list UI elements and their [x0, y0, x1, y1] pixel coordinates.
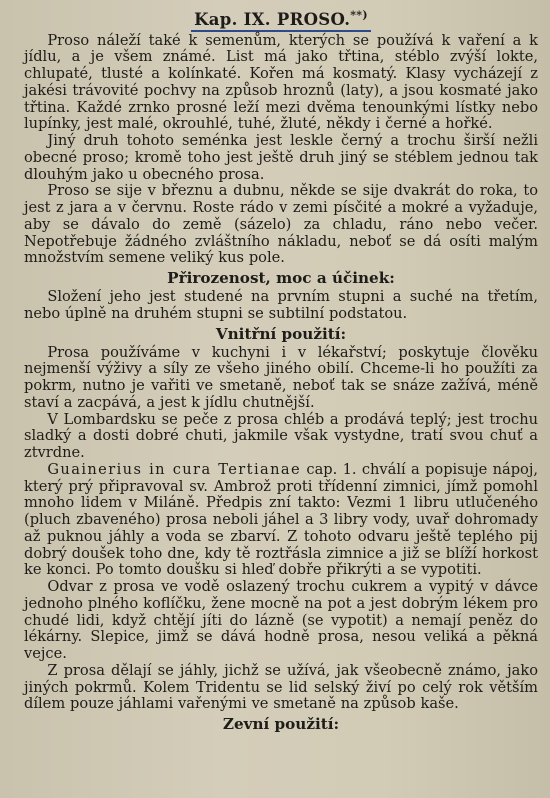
chapter-title	[24, 4, 538, 31]
guainerius-text: cap. 1. chválí a popisuje nápoj, který prý připravoval sv. Ambrož proti třídenní zimnici, jímž pomohl mnoho lidem v Miláně. Předpis zní takto: Vezmi 1 libru utlučeného (pluch zbaveného) prosa neboli jáhel a 3 libry vody, uvař dohromady až puknou jáhly a voda se zbarví. Z tohoto odvaru ještě teplého pij dobrý doušek toho dne, kdy tě roztřásla zimnice a již se blíží horkost ke konci. Po tomto doušku si hleď dobře přikrýti a se vypotiti.	[24, 460, 538, 579]
heading-internal-use: Vnitřní použití:	[215, 324, 347, 343]
heading-external-use: Zevní použití:	[222, 715, 340, 733]
paragraph-decoction: Odvar z prosa ve vodě oslazený trochu cukrem a vypitý v dávce jednoho plného koflíčku, žene mocně na pot a jest dobrým lékem pro chudé lidi, když chtějí jíti do lázně (se vypotit) a nemají peněz do lékárny. Slepice, jimž se dává hodně prosa, nesou veliká a pěkná vejce.	[24, 578, 538, 662]
guainerius-citation: Guainerius in cura Tertianae	[47, 460, 302, 478]
paragraph-kitchen-use: Prosa používáme v kuchyni i v lékařství; poskytuje člověku nejmenší výživy a síly ze všeho jiného obilí. Chceme-li ho použíti za pokrm, nutno je vařiti ve smetaně, neboť tak se snáze zažívá, méně staví a zacpává, a jest k jídlu chutnější.	[24, 343, 538, 411]
paragraph-description: Proso náleží také k semenům, kterých se používá k vaření a k jídlu, a je všem známé. List má jako třtina, stéblo zvýší lokte, chlupaté, tlusté a kolínkaté. Kořen má kosmatý. Klasy vycházejí z jakési trávovité pochvy na způsob hroznů (laty), a jsou kosmaté jako třtina. Každé zrnko prosné leží mezi dvěma tenounkými lístky nebo lupínky, jest malé, okrouhlé, tuhé, žluté, někdy i černé a hořké.	[24, 31, 538, 133]
paragraph-guainerius	[24, 462, 538, 579]
footnote-mark: **)	[350, 8, 368, 21]
paragraph-composition: Složení jeho jest studené na prvním stupni a suché na třetím, nebo úplně na druhém stupni se subtilní podstatou.	[24, 288, 538, 322]
chapter-title-text: Kap. IX. PROSO.	[194, 9, 351, 29]
paragraph-black-variety: Jiný druh tohoto seménka jest leskle černý a trochu širší nežli obecné proso; kromě toho jest ještě druh jiný se stéblem jednou tak dlouhým jako u obecného prosa.	[24, 132, 538, 183]
paragraph-sowing: Proso se sije v březnu a dubnu, někde se sije dvakrát do roka, to jest z jara a v červnu. Roste rádo v zemi písčité a mokré a vyžaduje, aby se dávalo do země (sázelo) za chladu, ráno nebo večer. Nepotřebuje žádného zvláštního nákladu, neboť se dá osíti malým množstvím semene veliký kus pole.	[24, 182, 538, 267]
chapter-title-underline	[191, 10, 371, 32]
heading-nature: Přirozenost, moc a účinek:	[167, 269, 395, 287]
paragraph-lombardy: V Lombardsku se peče z prosa chléb a prodává teplý; jest trochu sladký a dosti dobré chuti, jakmile však vystydne, tratí svou chuť a ztvrdne.	[24, 410, 538, 461]
paragraph-groats: Z prosa dělají se jáhly, jichž se užívá, jak všeobecně známo, jako jiných pokrmů. Kolem Tridentu se lid selský živí po celý rok větším dílem pouze jáhlami vařenými ve smetaně na způsob kaše.	[24, 661, 538, 713]
